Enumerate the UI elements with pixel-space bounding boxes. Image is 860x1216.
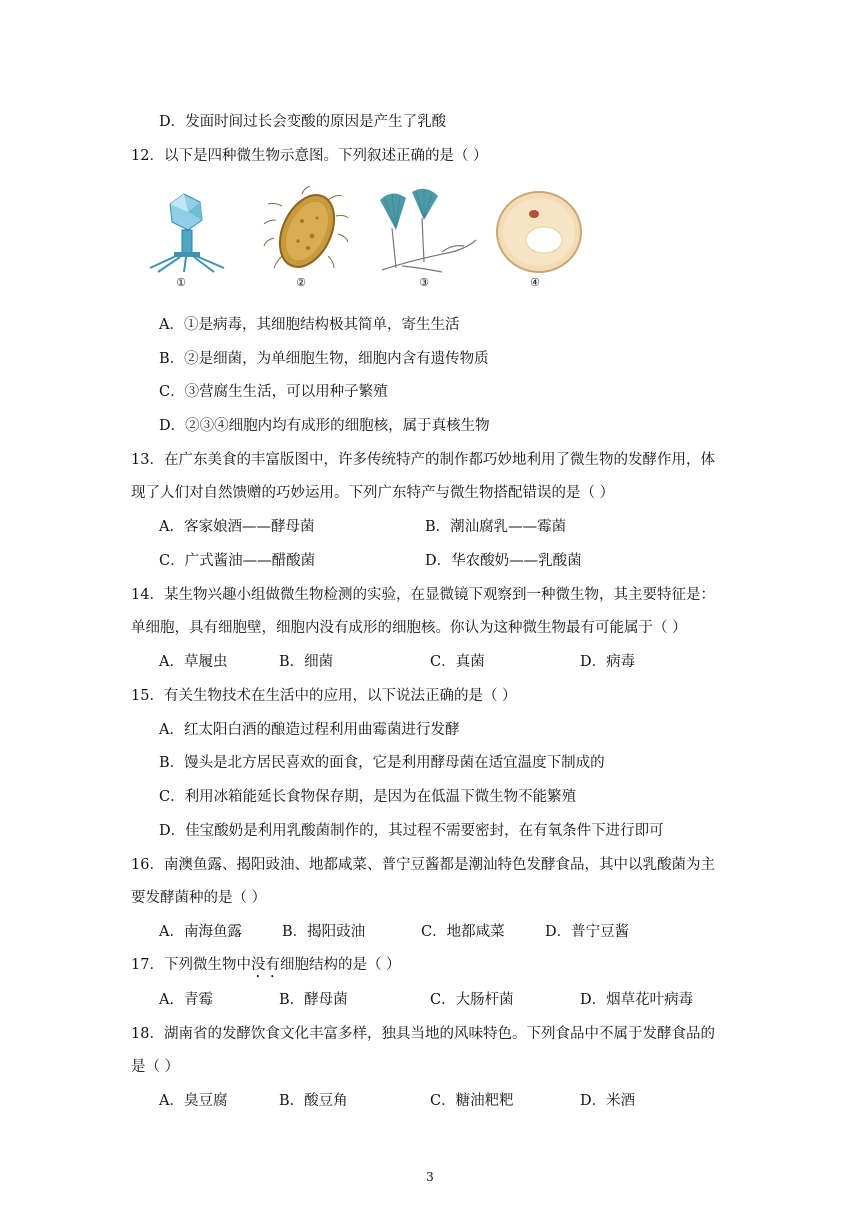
q16-stem-line2: 要发酵菌种的是（ ） xyxy=(131,890,267,906)
q18-stem-line2: 是（ ） xyxy=(131,1059,180,1075)
q15-option-d: D．佳宝酸奶是利用乳酸菌制作的，其过程不需要密封，在有氧条件下进行即可 xyxy=(159,823,664,839)
figure-label-1: ① xyxy=(176,276,186,289)
q13-option-d: D．华农酸奶——乳酸菌 xyxy=(425,553,582,569)
q13-option-c: C．广式酱油——醋酸菌 xyxy=(159,553,316,569)
q18-option-b: B．酸豆角 xyxy=(279,1093,348,1109)
q15-stem: 15．有关生物技术在生活中的应用，以下说法正确的是（ ） xyxy=(131,688,517,704)
q16-option-c: C．地都咸菜 xyxy=(421,924,505,940)
q17-stem-post: 细胞结构的是（ ） xyxy=(279,957,401,973)
q13-stem-line1: 13．在广东美食的丰富版图中，许多传统特产的制作都巧妙地利用了微生物的发酵作用，体 xyxy=(131,452,715,468)
q14-option-c: C．真菌 xyxy=(430,654,485,670)
q18-stem-line1: 18．湖南省的发酵饮食文化丰富多样，独具当地的风味特色。下列食品中不属于发酵食品的 xyxy=(131,1026,715,1042)
q16-option-b: B．揭阳豉油 xyxy=(282,924,366,940)
figure-label-2: ② xyxy=(296,276,306,289)
q17-option-b: B．酵母菌 xyxy=(279,992,348,1008)
q17-stem-emphasis: 没有 xyxy=(250,957,280,973)
q16-option-a: A．南海鱼露 xyxy=(159,924,242,940)
q15-option-b: B．馒头是北方居民喜欢的面食，它是利用酵母菌在适宜温度下制成的 xyxy=(159,755,605,771)
q16-stem-line1: 16．南澳鱼露、揭阳豉油、地都咸菜、普宁豆酱都是潮汕特色发酵食品，其中以乳酸菌为主 xyxy=(131,857,715,873)
bacterium-illustration xyxy=(262,186,352,276)
q13-stem-line2: 现了人们对自然馈赠的巧妙运用。下列广东特产与微生物搭配错误的是（ ） xyxy=(131,485,615,501)
q12-stem: 12．以下是四种微生物示意图。下列叙述正确的是（ ） xyxy=(131,148,488,164)
q17-stem-pre: 17．下列微生物中 xyxy=(131,957,251,973)
mold-illustration xyxy=(372,188,482,276)
figure-label-4: ④ xyxy=(530,276,540,289)
q12-option-d: D．②③④细胞内均有成形的细胞核，属于真核生物 xyxy=(159,418,490,434)
q14-stem-line1: 14．某生物兴趣小组做微生物检测的实验，在显微镜下观察到一种微生物，其主要特征是： xyxy=(131,587,715,603)
yeast-cell-illustration xyxy=(494,190,584,274)
q18-option-d: D．米酒 xyxy=(580,1093,636,1109)
page-number: 3 xyxy=(426,1170,434,1184)
figure-label-3: ③ xyxy=(419,276,429,289)
q11-option-d: D．发面时间过长会变酸的原因是产生了乳酸 xyxy=(159,114,447,130)
q14-option-b: B．细菌 xyxy=(279,654,334,670)
q17-stem xyxy=(131,955,401,981)
q18-option-a: A．臭豆腐 xyxy=(159,1093,228,1109)
q12-option-c: C．③营腐生生活，可以用种子繁殖 xyxy=(159,384,388,400)
q17-option-a: A．青霉 xyxy=(159,992,213,1008)
q16-option-d: D．普宁豆酱 xyxy=(545,924,630,940)
q13-option-b: B．潮汕腐乳——霉菌 xyxy=(425,519,567,535)
q14-stem-line2: 单细胞，具有细胞壁，细胞内没有成形的细胞核。你认为这种微生物最有可能属于（ ） xyxy=(131,620,687,636)
q12-option-b: B．②是细菌，为单细胞生物，细胞内含有遗传物质 xyxy=(159,351,489,367)
q12-option-a: A．①是病毒，其细胞结构极其简单，寄生生活 xyxy=(159,317,460,333)
q18-option-c: C．糖油粑粑 xyxy=(430,1093,514,1109)
virus-illustration xyxy=(144,192,234,274)
q15-option-a: A．红太阳白酒的酿造过程利用曲霉菌进行发酵 xyxy=(159,722,460,738)
q17-option-d: D．烟草花叶病毒 xyxy=(580,992,694,1008)
q17-option-c: C．大肠杆菌 xyxy=(430,992,514,1008)
q15-option-c: C．利用冰箱能延长食物保存期，是因为在低温下微生物不能繁殖 xyxy=(159,789,577,805)
q13-option-a: A．客家娘酒——酵母菌 xyxy=(159,519,315,535)
q14-option-d: D．病毒 xyxy=(580,654,636,670)
q14-option-a: A．草履虫 xyxy=(159,654,228,670)
